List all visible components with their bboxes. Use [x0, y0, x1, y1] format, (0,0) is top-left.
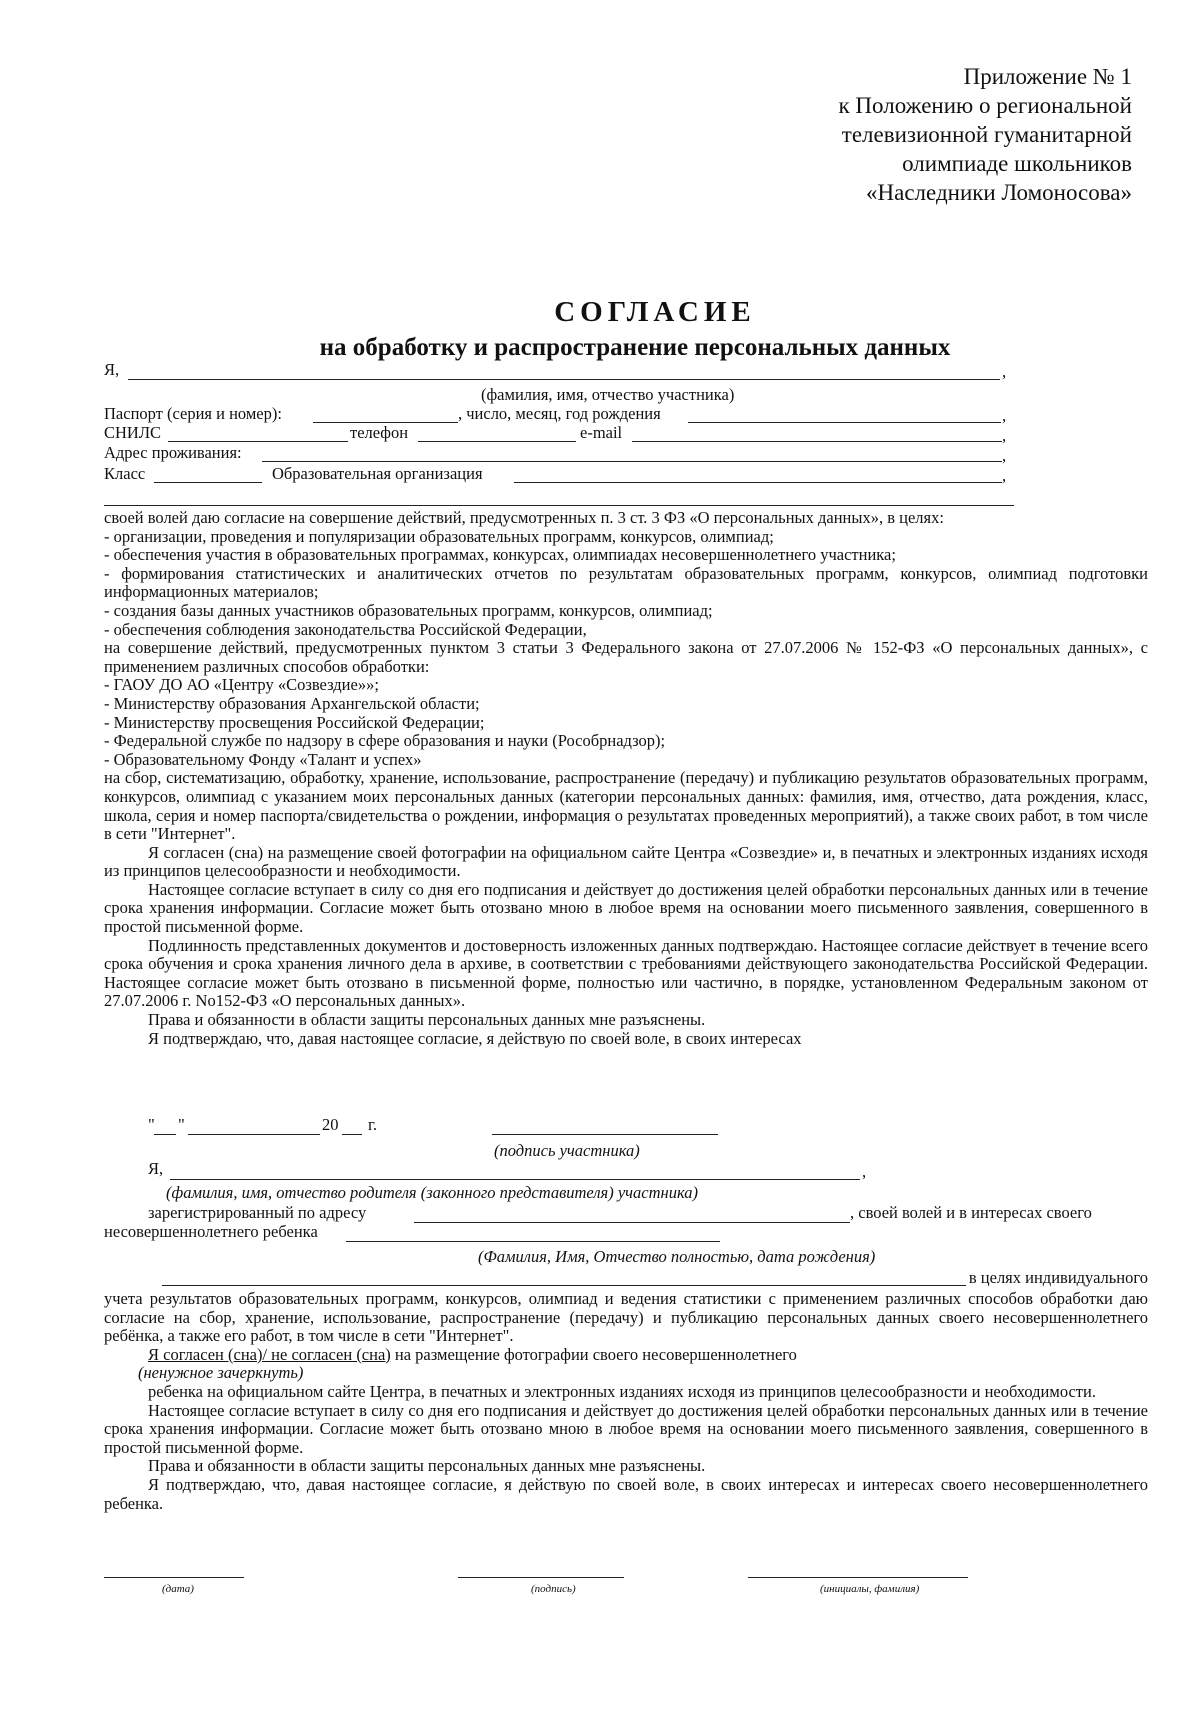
paragraph: на совершение действий, предусмотренных пунктом 3 статьи 3 Федерального закона от 27.07.2006 № 152-ФЗ «О персональных данных», с применением различных способов обработки:: [104, 638, 1148, 676]
label-will: , своей волей и в интересах своего: [850, 1203, 1092, 1222]
paragraph: Подлинность представленных документов и достоверность изложенных данных подтверждаю. Настоящее согласие действует в течение всего срока обучения и срока хранения личного дела в архиве, в соответствии с требованиями действующего законодательства Российской Федерации. Настоящее согласие может быть отозвано в письменной форме, полностью или частично, в порядке, установленном Федеральным законом от 27.07.2006 г. No152-ФЗ «О персональных данных».: [104, 935, 1148, 1011]
parent-address-field[interactable]: [414, 1222, 850, 1223]
school-field-continued[interactable]: [104, 505, 1014, 506]
footer-signature-hint: (подпись): [531, 1583, 576, 1595]
footer-signature-field[interactable]: [458, 1577, 624, 1578]
label-email: e-mail: [580, 423, 623, 442]
paragraph: Я подтверждаю, что, давая настоящее согласие, я действую по своей воле, в своих интересах: [148, 1028, 802, 1048]
label-class: Класс: [104, 464, 146, 483]
date-quote: ": [148, 1115, 155, 1134]
comma: ,: [1002, 446, 1007, 465]
recipient-item: - Министерству образования Архангельской области;: [104, 693, 480, 713]
annex-header: [839, 62, 1133, 207]
paragraph: Права и обязанности в области защиты персональных данных мне разъяснены.: [148, 1010, 706, 1030]
parent-name-hint: (фамилия, имя, отчество родителя (законного представителя) участника): [166, 1183, 699, 1202]
address-field[interactable]: [262, 461, 1002, 462]
annex-line: «Наследники Ломоносова»: [866, 180, 1132, 205]
date-year-prefix: 20: [322, 1115, 339, 1134]
document-subtitle: на обработку и распространение персональных данных: [319, 334, 951, 361]
email-field[interactable]: [632, 441, 1002, 442]
comma: ,: [1002, 426, 1007, 445]
participant-name-field[interactable]: [128, 379, 1000, 380]
label-phone: телефон: [350, 423, 409, 442]
participant-signature-field[interactable]: [492, 1134, 718, 1135]
recipient-item: - Федеральной службе по надзору в сфере образования и науки (Рособрнадзор);: [104, 731, 666, 751]
footer-name-hint: (инициалы, фамилия): [820, 1583, 920, 1595]
footer-date-hint: (дата): [162, 1583, 194, 1595]
snils-field[interactable]: [168, 441, 348, 442]
date-year-field[interactable]: [342, 1134, 362, 1135]
comma: ,: [1002, 406, 1007, 425]
goal-item: - организации, проведения и популяризации образовательных программ, конкурсов, олимпиад;: [104, 526, 774, 546]
label-school: Образовательная организация: [272, 464, 483, 483]
paragraph: учета результатов образовательных программ, конкурсов, олимпиад и ведения статистики с применением различных способов обработки даю согласие на сбор, хранение, использование, распространение (передачу) и публикацию персональных данных своего несовершеннолетнего ребёнка, а также его работ, в том числе в сети "Интернет".: [104, 1289, 1148, 1346]
child-name-hint: (Фамилия, Имя, Отчество полностью, дата рождения): [478, 1247, 876, 1266]
recipient-item: - Министерству просвещения Российской Федерации;: [104, 712, 485, 732]
parent-name-field[interactable]: [170, 1179, 860, 1180]
phone-field[interactable]: [418, 441, 576, 442]
label-registered: зарегистрированный по адресу: [148, 1203, 367, 1222]
goal-item: - создания базы данных участников образовательных программ, конкурсов, олимпиад;: [104, 600, 713, 620]
label-passport: Паспорт (серия и номер):: [104, 404, 282, 423]
annex-line: олимпиаде школьников: [902, 151, 1132, 176]
goal-item: - обеспечения участия в образовательных программах, конкурсах, олимпиадах несовершеннолетнего участника;: [104, 545, 896, 565]
paragraph: Настоящее согласие вступает в силу со дня его подписания и действует до достижения целей обработки персональных данных или в течение срока хранения информации. Согласие может быть отозвано мною в любое время на основании моего письменного заявления, совершенного в простой письменной форме.: [104, 879, 1148, 937]
paragraph: ребенка на официальном сайте Центра, в печатных и электронных изданиях исходя из принципов целесообразности и необходимости.: [148, 1381, 1096, 1401]
class-field[interactable]: [154, 482, 262, 483]
comma: ,: [1002, 466, 1007, 485]
consent-parent: [104, 1290, 1148, 1513]
annex-line: Приложение № 1: [963, 64, 1132, 89]
date-quote: ": [178, 1115, 185, 1134]
comma: ,: [862, 1162, 867, 1181]
photo-consent-choice[interactable]: Я согласен (сна)/ не согласен (сна): [148, 1344, 391, 1364]
document-title: СОГЛАСИЕ: [554, 296, 756, 328]
label-minor-child: несовершеннолетнего ребенка: [104, 1222, 318, 1241]
annex-line: телевизионной гуманитарной: [841, 122, 1132, 147]
paragraph: Я согласен (сна) на размещение своей фотографии на официальном сайте Центра «Созвездие» и, в печатных и электронных изданиях исходя из принципов целесообразности и необходимости.: [104, 842, 1148, 881]
date-day-field[interactable]: [154, 1134, 176, 1135]
label-ya: Я,: [104, 360, 120, 379]
label-address: Адрес проживания:: [104, 443, 242, 462]
participant-name-hint: (фамилия, имя, отчество участника): [481, 385, 735, 404]
date-month-field[interactable]: [188, 1134, 320, 1135]
recipient-item: - Образовательному Фонду «Талант и успех»: [104, 749, 422, 769]
label-ya-parent: Я,: [148, 1159, 164, 1178]
label-birthdate: , число, месяц, год рождения: [458, 404, 661, 423]
label-purpose: в целях индивидуального: [968, 1268, 1148, 1287]
footer-date-field[interactable]: [104, 1577, 244, 1578]
child-name-field[interactable]: [346, 1241, 720, 1242]
photo-consent-text: на размещение фотографии своего несовершеннолетнего: [390, 1344, 797, 1364]
photo-consent-line: [104, 1346, 1148, 1365]
child-name-field-continued[interactable]: [162, 1285, 966, 1286]
goal-item: - обеспечения соблюдения законодательства Российской Федерации,: [104, 619, 587, 639]
footer-name-field[interactable]: [748, 1577, 968, 1578]
participant-signature-hint: (подпись участника): [494, 1141, 640, 1160]
paragraph: Права и обязанности в области защиты персональных данных мне разъяснены.: [148, 1456, 706, 1476]
annex-line: к Положению о региональной: [838, 93, 1132, 118]
recipient-item: - ГАОУ ДО АО «Центру «Созвездие»»;: [104, 675, 379, 695]
school-field[interactable]: [514, 482, 1002, 483]
date-year-suffix: г.: [368, 1115, 378, 1134]
paragraph: Настоящее согласие вступает в силу со дня его подписания и действует до достижения целей обработки персональных данных или в течение срока хранения информации. Согласие может быть отозвано мною в любое время на основании моего письменного заявления, совершенного в простой письменной форме.: [104, 1400, 1148, 1457]
paragraph: на сбор, систематизацию, обработку, хранение, использование, распространение (передачу) и публикацию результатов образовательных программ, конкурсов, олимпиад с указанием моих персональных данных (категории персональных данных: фамилия, имя, отчество, дата рождения, класс, школа, серия и номер паспорта/свидетельства о рождении, информация о результатах проведенных мероприятий), а также своих работ, в том числе в сети "Интернет".: [104, 768, 1148, 844]
consent-participant: [104, 509, 1148, 1048]
birthdate-field[interactable]: [688, 422, 1001, 423]
strike-hint: (ненужное зачеркнуть): [138, 1363, 304, 1383]
comma: ,: [1002, 362, 1007, 381]
label-snils: СНИЛС: [104, 423, 162, 442]
paragraph: своей волей даю согласие на совершение действий, предусмотренных п. 3 ст. 3 ФЗ «О персональных данных», в целях:: [104, 508, 944, 527]
paragraph: Я подтверждаю, что, давая настоящее согласие, я действую по своей воле, в своих интересах и интересах своего несовершеннолетнего ребенка.: [104, 1474, 1148, 1513]
goal-item: - формирования статистических и аналитических отчетов по результатам образовательных программ, конкурсов, олимпиад подготовки информационных материалов;: [104, 563, 1148, 602]
